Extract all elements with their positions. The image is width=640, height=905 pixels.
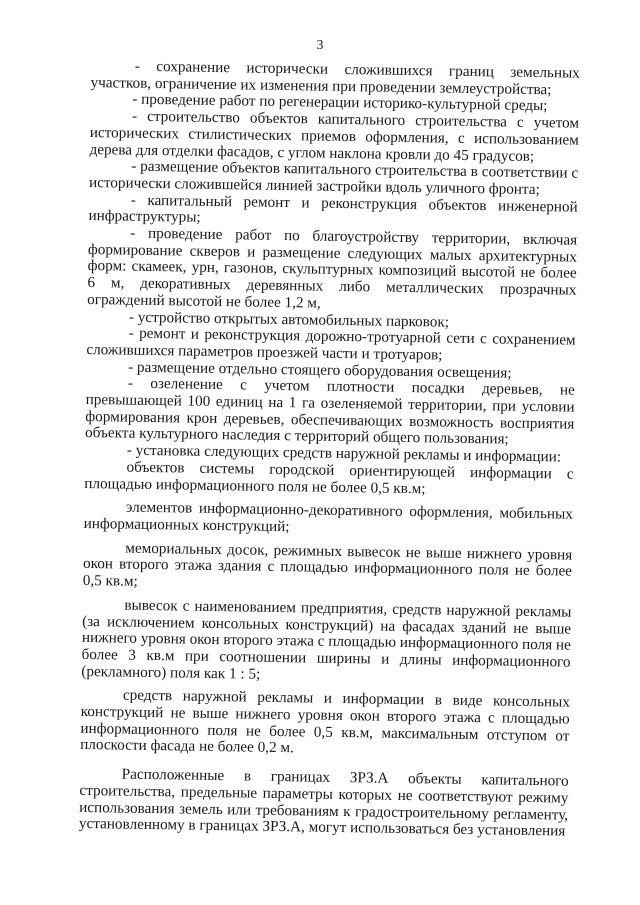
paragraph-construction-style: - строительство объектов капитального строительства с учетом исторических стилистических приемов оформления, с использованием дерева для отделки фасадов, с углом наклона кровли до 45 градусов;: [89, 107, 580, 165]
paragraph-signboards: вывесок с наименованием предприятия, средств наружной рекламы (за исключением консольных конструкций) на фасадах зданий не выше нижнего уровня окон второго этажа с площадью информационного поля не более 3 кв.м при соотношении ширины и длины информационного (рекламного) поля как 1 : 5;: [81, 596, 572, 683]
page-number: 3: [316, 38, 324, 53]
paragraph-zrz-objects: Расположенные в границах ЗРЗ.А объекты капитального строительства, предельные параметры которых не соответствуют режиму использования земель или требованиям к градостроительному регламенту, установленному в границах ЗРЗ.А, могут использоваться без установления: [78, 765, 569, 840]
paragraph-landscaping: - проведение работ по благоустройству территории, включая формирование скверов и размещение следующих малых архитектурных форм: скамеек, урн, газонов, скульптурных композиций высотой не более 6 м, декоративных деревянных либо металлических прозрачных ограждений высотой не более 1,2 м,: [87, 224, 578, 312]
paragraph-infrastructure-repair: - капитальный ремонт и реконструкция объектов инженерной инфраструктуры;: [88, 191, 578, 227]
paragraph-memorial-plaques: мемориальных досок, режимных вывесок не выше нижнего уровня окон второго этажа здания с площадью информационного поля не более 0,5 кв.м;: [82, 539, 573, 590]
paragraph-greening: - озеленение с учетом плотности посадки деревьев, не превышающей 100 единиц на 1 га озеленяемой территории, при условии формирования крон деревьев, обеспечивающих возможность восприятия объекта культурного наследия с территорий общего пользования;: [84, 374, 575, 449]
paragraph-decorative-elements: элементов информационно-декоративного оформления, мобильных информационных конструкций;: [83, 498, 574, 536]
paragraph-orientation-info: объектов системы городской ориентирующей информации с площадью информационного поля не более 0,5 кв.м;: [84, 458, 574, 497]
paragraph-preserve-boundaries: - сохранение исторически сложившихся границ земельных участков, ограничение их изменения при проведении землеустройства;: [90, 57, 580, 98]
paragraph-road-repair: - ремонт и реконструкция дорожно-тротуарной сети с сохранением сложившихся параметров проезжей части и тротуаров;: [86, 324, 576, 364]
paragraph-console-structures: средств наружной рекламы и информации в виде консольных конструкций не выше нижнего уровня окон второго этажа с площадью информационного поля не более 0,5 кв.м, максимальным отступом от плоскости фасада не более 0,2 м.: [80, 686, 571, 757]
paragraph-advertising-intro: - установка следующих средств наружной рекламы и информации:: [126, 441, 562, 466]
paragraph-regeneration: - проведение работ по регенерации историко-культурной среды;: [132, 91, 548, 115]
document-body: [79, 58, 580, 841]
paragraph-building-line: - размещение объектов капитального строительства в соответствии с исторически сложившейся линией застройки вдоль уличного фронта;: [88, 157, 579, 198]
paragraph-parking: - устройство открытых автомобильных парковок;: [128, 308, 450, 331]
paragraph-lighting: - размещение отдельно стоящего оборудования освещения;: [128, 358, 512, 382]
